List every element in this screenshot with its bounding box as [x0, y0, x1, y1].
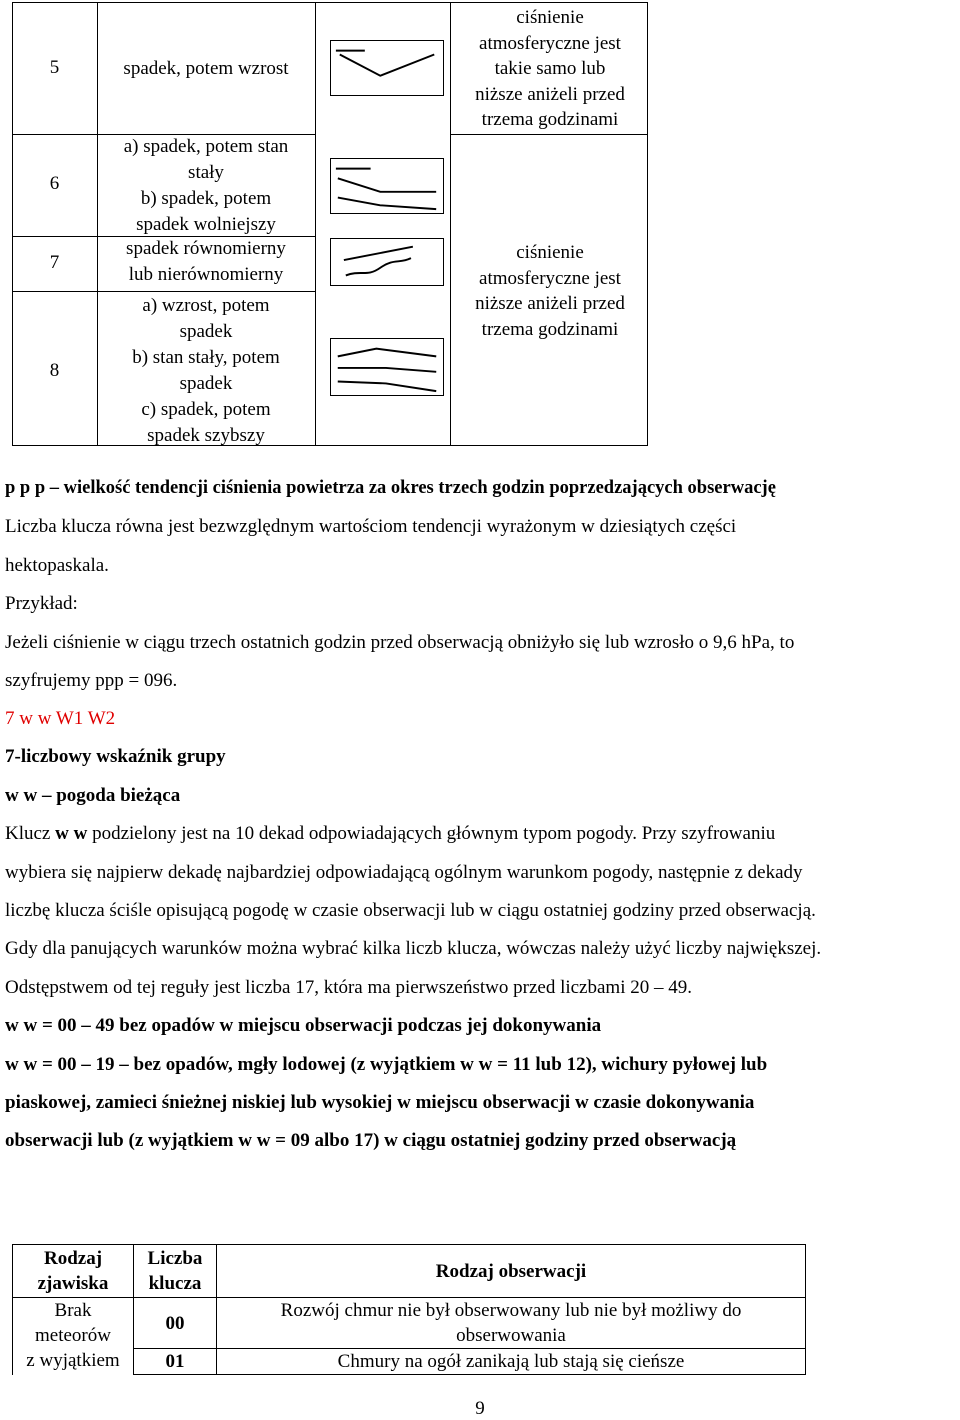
table-divider — [450, 2, 451, 446]
bold-rule: obserwacji lub (z wyjątkiem w w = 09 albo 17) w ciągu ostatniej godziny przed obserwacją — [5, 1130, 737, 1151]
paragraph-line: Gdy dla panujących warunków można wybrać kilka liczb klucza, wówczas należy użyć liczby największej. — [5, 938, 822, 959]
row-number: 6 — [49, 173, 60, 194]
example-label: Przykład: — [5, 593, 78, 614]
paragraph-line: hektopaskala. — [5, 555, 109, 576]
table-row-divider — [450, 134, 648, 135]
table-row-divider — [12, 291, 315, 292]
tendency-rising-then-falling-icon — [330, 338, 444, 396]
row-description: a) wzrost, potem spadek b) stan stały, potem spadek c) spadek, potem spadek szybszy — [132, 295, 280, 446]
paragraph-line: Liczba klucza równa jest bezwzględnym wartościom tendencji wyrażonym w dziesiątych części — [5, 516, 737, 537]
row-number: 8 — [49, 360, 60, 381]
paragraph-line: szyfrujemy ppp = 096. — [5, 670, 178, 691]
code-cell: 00 — [134, 1298, 217, 1349]
header-phenomenon: Rodzaj zjawiska — [13, 1245, 134, 1298]
pressure-note: ciśnienie atmosferyczne jest takie samo lub niższe aniżeli przed trzema godzinami — [475, 7, 625, 130]
ppp-heading: p p p – wielkość tendencji ciśnienia powietrza za okres trzech godzin poprzedzających obserwację — [5, 478, 776, 498]
tendency-falling-steadily-icon — [330, 238, 444, 286]
paragraph-line: Odstępstwem od tej reguły jest liczba 17, która ma pierwszeństwo przed liczbami 20 – 49. — [5, 977, 692, 998]
row-description: a) spadek, potem stan stały b) spadek, potem spadek wolniejszy — [123, 136, 289, 235]
pressure-note: ciśnienie atmosferyczne jest niższe aniżeli przed trzema godzinami — [475, 242, 625, 340]
observation-cell: Rozwój chmur nie był obserwowany lub nie był możliwy do obserwowania — [217, 1298, 806, 1349]
row-description: spadek równomierny lub nierównomierny — [126, 238, 286, 285]
tendency-falling-then-rising-icon — [330, 40, 444, 96]
observation-cell: Chmury na ogół zanikają lub stają się cieńsze — [217, 1349, 806, 1375]
tendency-falling-then-steady-icon — [330, 158, 444, 214]
page-number: 9 — [475, 1398, 485, 1419]
table-divider — [315, 2, 316, 446]
bold-rule: w w = 00 – 49 bez opadów w miejscu obserwacji podczas jej dokonywania — [5, 1015, 602, 1036]
bold-rule: w w = 00 – 19 – bez opadów, mgły lodowej (z wyjątkiem w w = 11 lub 12), wichury pyłowej lub — [5, 1054, 768, 1075]
row-number: 5 — [49, 57, 60, 78]
paragraph-line: wybiera się najpierw dekadę najbardziej odpowiadającą ogólnym warunkom pogody, następnie z dekady — [5, 862, 803, 883]
paragraph-line: liczbę klucza ściśle opisującą pogodę w czasie obserwacji lub w ciągu ostatniej godziny przed obserwacją. — [5, 900, 816, 921]
header-code: Liczba klucza — [134, 1245, 217, 1298]
code-cell: 01 — [134, 1349, 217, 1375]
weather-code-table — [12, 1244, 806, 1375]
bold-rule: piaskowej, zamieci śnieżnej niskiej lub wysokiej w miejscu obserwacji w czasie dokonywania — [5, 1092, 755, 1113]
paragraph-line: Jeżeli ciśnienie w ciągu trzech ostatnich godzin przed obserwacją obniżyło się lub wzrosło o 9,6 hPa, to — [5, 632, 795, 653]
row-label: Brak meteorów z wyjątkiem — [13, 1298, 134, 1375]
paragraph-line: Klucz w w podzielony jest na 10 dekad odpowiadających głównym typom pogody. Przy szyfrowaniu — [5, 823, 776, 844]
row-number: 7 — [49, 252, 60, 273]
group-heading: 7 w w W1 W2 — [5, 708, 116, 729]
row-description: spadek, potem wzrost — [123, 58, 289, 79]
indicator-heading: 7-liczbowy wskaźnik grupy — [5, 746, 226, 767]
header-observation: Rodzaj obserwacji — [217, 1245, 806, 1298]
ww-heading: w w – pogoda bieżąca — [5, 785, 181, 806]
